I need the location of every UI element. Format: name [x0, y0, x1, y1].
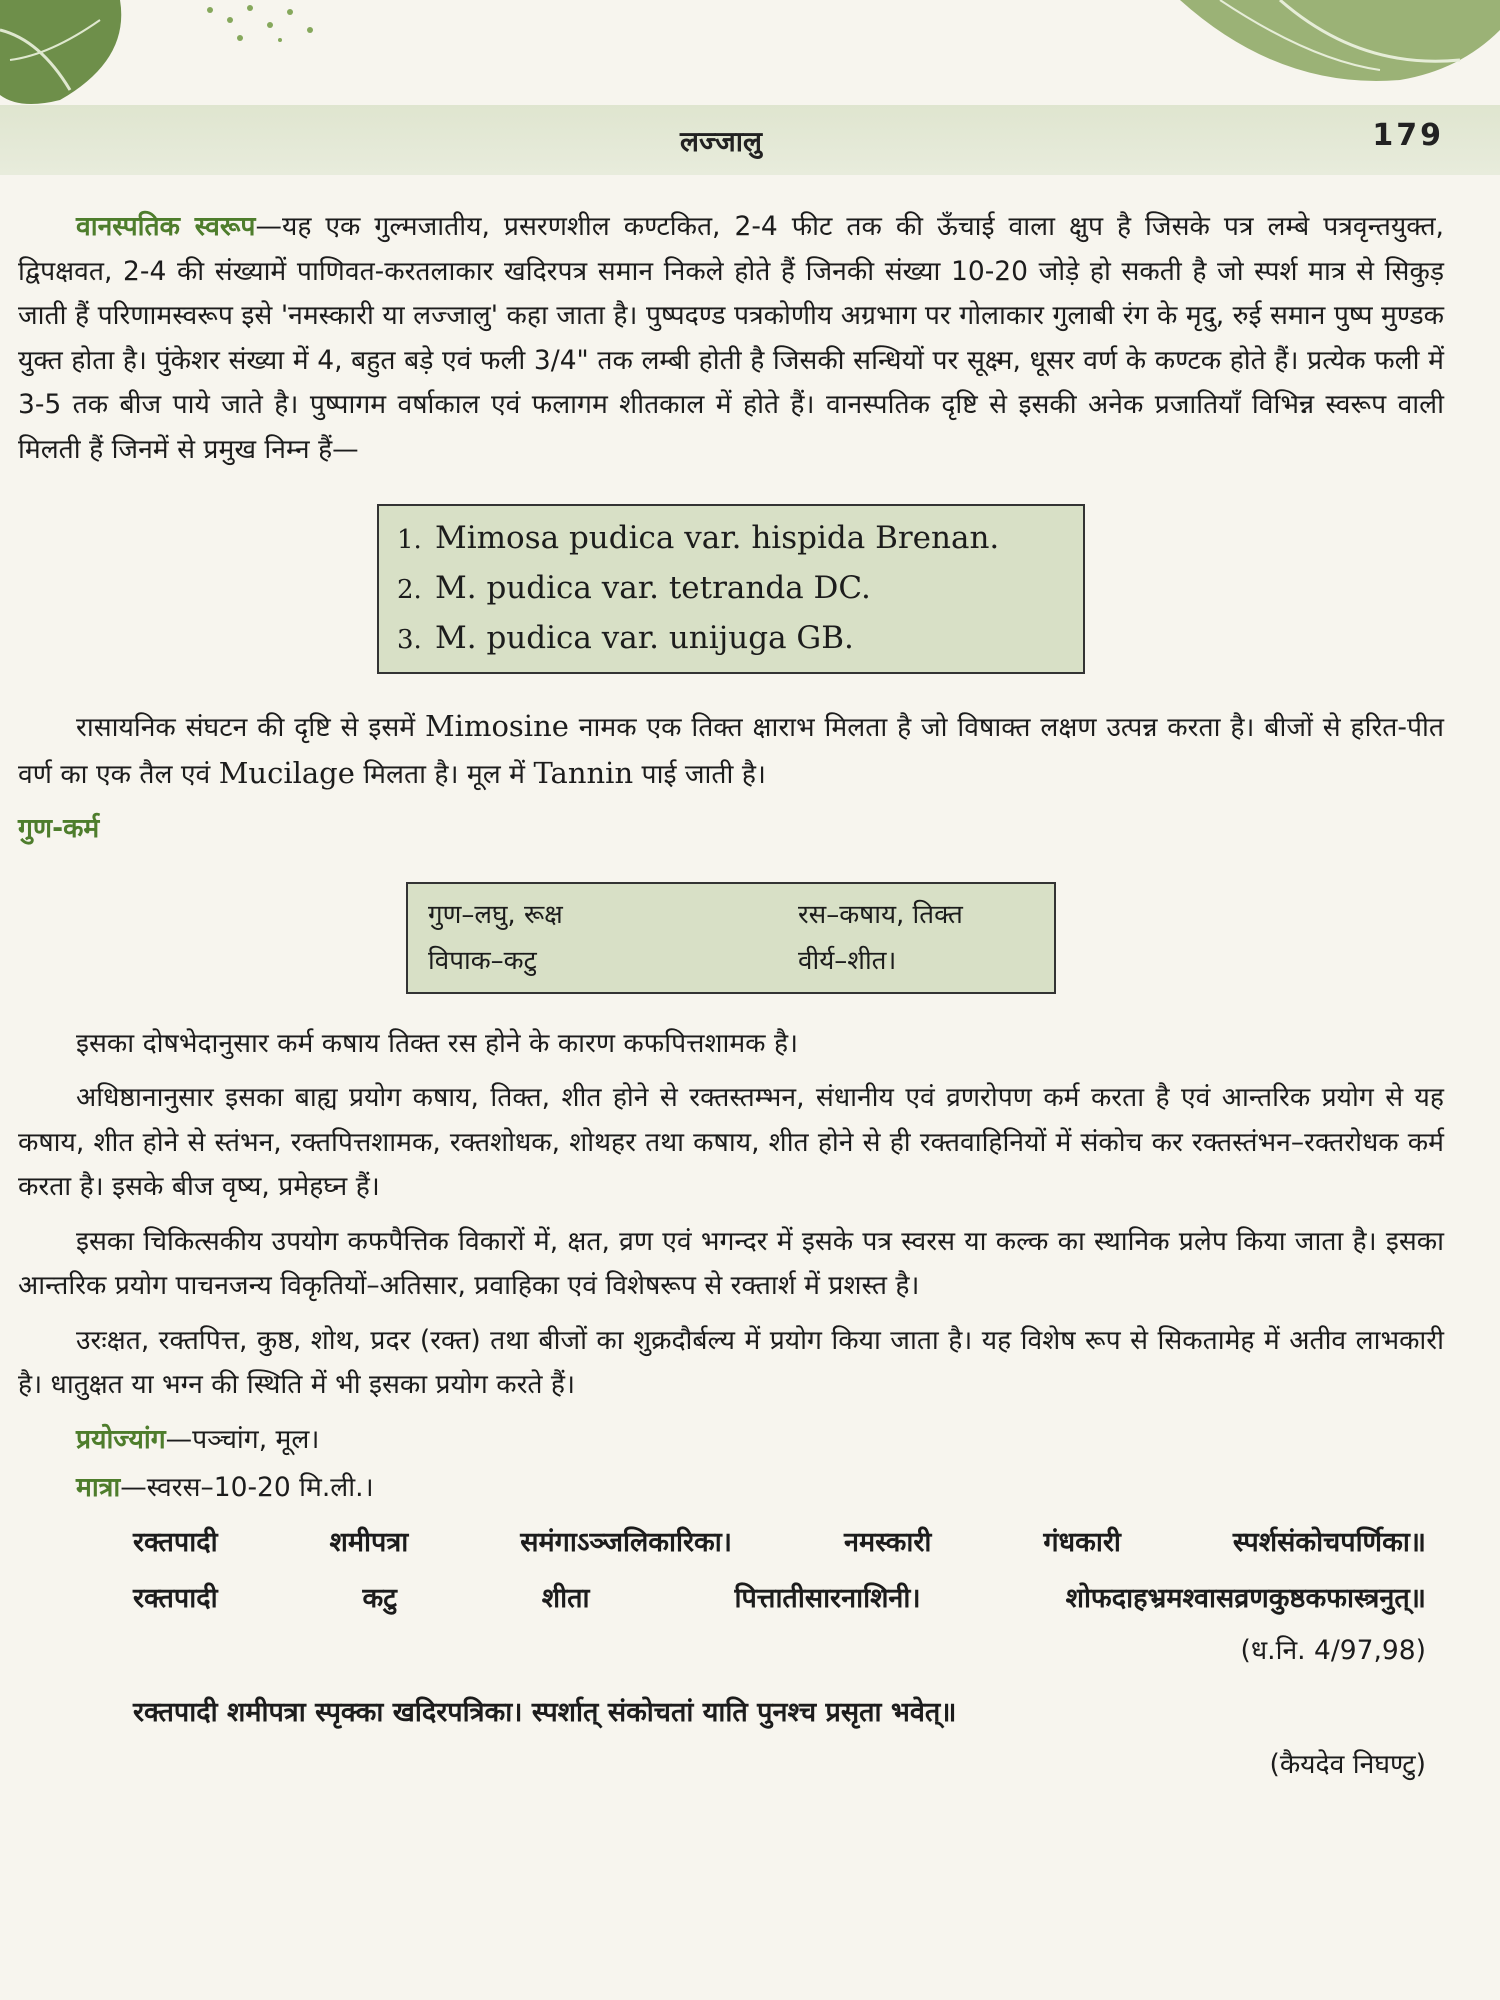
- species-item: 3. M. pudica var. unijuga GB.: [397, 620, 854, 656]
- chemistry-paragraph: रासायनिक संघटन की दृष्टि से इसमें Mimosine नामक एक तिक्त क्षाराभ मिलता है जो विषाक्त लक्षण उत्पन्न करता है। बीजों से हरित-पीत वर्ण का एक तैल एवं Mucilage मिलता है। मूल में Tannin पाई जाती है।: [18, 709, 1444, 790]
- paragraph: उरःक्षत, रक्तपित्त, कुष्ठ, शोथ, प्रदर (रक्त) तथा बीजों का शुक्रदौर्बल्य में प्रयोग किया जाता है। यह विशेष रूप से सिकतामेह में अतीव लाभकारी है। धातुक्षत या भग्न की स्थिति में भी इसका प्रयोग करते हैं।: [18, 1324, 1444, 1400]
- vipaka-value: विपाक–कटु: [428, 945, 537, 976]
- page-number: 179: [1372, 118, 1444, 153]
- tannin-term: Tannin: [533, 755, 634, 790]
- species-item: 1. Mimosa pudica var. hispida Brenan.: [397, 520, 1000, 556]
- mimosine-term: Mimosine: [424, 709, 569, 743]
- species-item: 2. M. pudica var. tetranda DC.: [397, 570, 871, 606]
- leaf-decoration-right: [1160, 0, 1500, 105]
- verse-line-2: रक्तपादी कटु शीता पित्तातीसारनाशिनी। शोफदाहभ्रमश्वासव्रणकुष्ठकफास्त्रनुत्॥: [133, 1582, 1426, 1614]
- guna-box: [406, 882, 1056, 994]
- verse-reference-1: (ध.नि. 4/97,98): [1240, 1634, 1426, 1666]
- leaf-decoration-left: [0, 0, 160, 110]
- guna-karma-heading: गुण-कर्म: [18, 813, 100, 844]
- botany-text: —यह एक गुल्मजातीय, प्रसरणशील कण्टकित, 2-4 फीट तक की ऊँचाई वाला क्षुप है जिसके पत्र लम्बे पत्रवृन्तयुक्त, द्विपक्षवत, 2-4 की संख्यामें पाणिवत-करतलाकार खदिरपत्र समान निकले होते हैं जिनकी संख्या 10-20 जोड़े हो सकती है जो स्पर्श मात्र से सिकुड़ जाती हैं परिणामस्वरूप इसे 'नमस्कारी या लज्जालु' कहा जाता है। पुष्पदण्ड पत्रकोणीय अग्रभाग पर गोलाकार गुलाबी रंग के मृदु, रुई समान पुष्प मुण्डक युक्त होता है। पुंकेशर संख्या में 4, बहुत बड़े एवं फली 3/4" तक लम्बी होती है जिसकी सन्धियों पर सूक्ष्म, धूसर वर्ण के कण्टक होते हैं। प्रत्येक फली में 3-5 तक बीज पाये जाते है। पुष्पागम वर्षाकाल एवं फलागम शीतकाल में होते हैं। वानस्पतिक दृष्टि से इसकी अनेक प्रजातियाँ विभिन्न स्वरूप वाली मिलती हैं जिनमें से प्रमुख निम्न हैं—: [18, 211, 1444, 465]
- species-box: [377, 504, 1085, 674]
- rasa-value: रस–कषाय, तिक्त: [798, 899, 963, 930]
- paragraph: इसका दोषभेदानुसार कर्म कषाय तिक्त रस होने के कारण कफपित्तशामक है।: [76, 1027, 799, 1059]
- mucilage-term: Mucilage: [218, 755, 355, 790]
- page-content: [18, 205, 1444, 1788]
- paragraph: इसका चिकित्सकीय उपयोग कफपैत्तिक विकारों में, क्षत, व्रण एवं भगन्दर में इसके पत्र स्वरस या कल्क का स्थानिक प्रलेप किया जाता है। इसका आन्तरिक प्रयोग पाचनजन्य विकृतियों–अतिसार, प्रवाहिका एवं विशेषरूप से रक्तार्श में प्रशस्त है।: [18, 1225, 1444, 1301]
- paragraph: अधिष्ठानानुसार इसका बाह्य प्रयोग कषाय, तिक्त, शीत होने से रक्तस्तम्भन, संधानीय एवं व्रणरोपण कर्म करता है एवं आन्तरिक प्रयोग से यह कषाय, शीत होने से स्तंभन, रक्तपित्तशामक, रक्तशोधक, शोथहर तथा कषाय, शीत होने से ही रक्तवाहिनियों में संकोच कर रक्तस्तंभन–रक्तरोधक कर्म करता है। इसके बीज वृष्य, प्रमेहघ्न हैं।: [18, 1082, 1444, 1202]
- virya-value: वीर्य–शीत।: [798, 945, 897, 976]
- matra-line: मात्रा—स्वरस–10-20 मि.ली.।: [76, 1472, 374, 1503]
- dots-decoration: [200, 0, 320, 45]
- botany-label: वानस्पतिक स्वरूप: [76, 211, 256, 242]
- verse-line-1: रक्तपादी शमीपत्रा समंगाऽञ्जलिकारिका। नमस्कारी गंधकारी स्पर्शसंकोचपर्णिका॥: [133, 1526, 1426, 1558]
- prayojyanga-line: प्रयोज्यांग—पञ्चांग, मूल।: [76, 1423, 320, 1455]
- guna-value: गुण–लघु, रूक्ष: [428, 899, 563, 930]
- botany-paragraph: [18, 205, 1444, 472]
- page-title: लज्जालु: [680, 125, 763, 158]
- verse-reference-2: (कैयदेव निघण्टु): [1269, 1749, 1426, 1780]
- verse-line-3: रक्तपादी शमीपत्रा स्पृक्का खदिरपत्रिका। स्पर्शात् संकोचतां याति पुनश्च प्रसृता भवेत्॥: [133, 1697, 957, 1728]
